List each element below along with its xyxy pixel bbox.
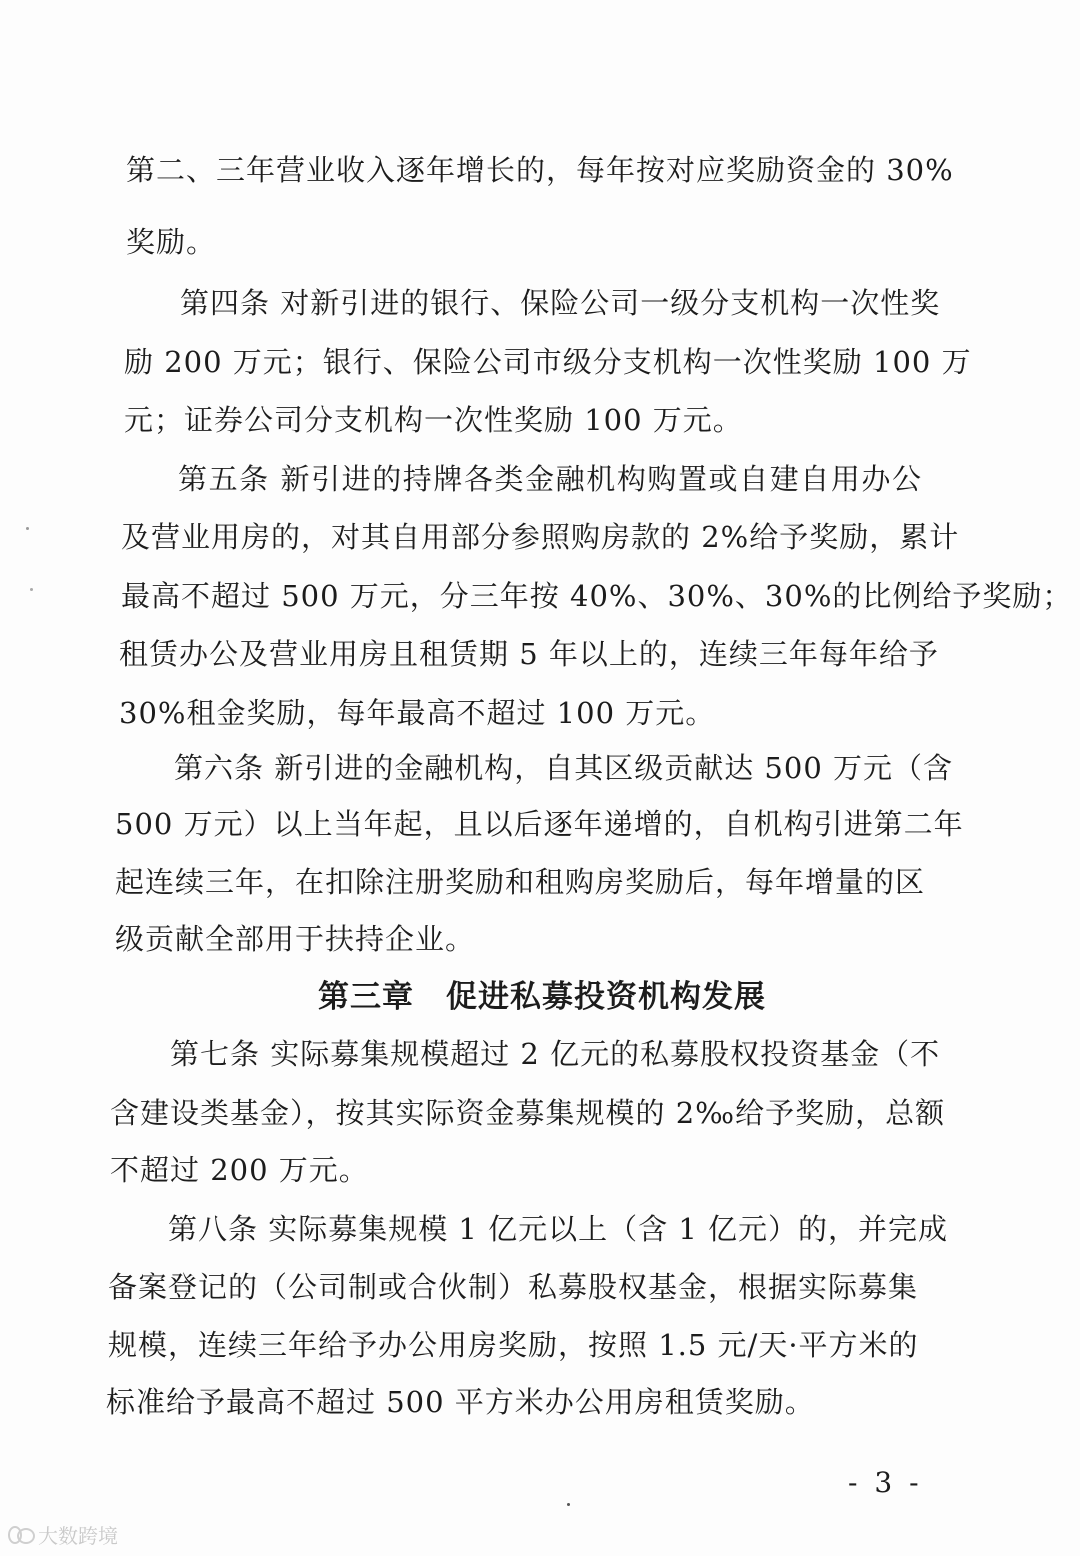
paragraph-line: 租赁办公及营业用房且租赁期 5 年以上的，连续三年每年给予 [119, 637, 939, 671]
scan-speck [567, 1503, 570, 1506]
paragraph-line: 不超过 200 万元。 [110, 1153, 369, 1187]
paragraph-line: 奖励。 [126, 225, 217, 259]
paragraph-line: 含建设类基金），按其实际资金募集规模的 2‰给予奖励，总额 [110, 1096, 946, 1130]
paragraph-line: 30%租金奖励，每年最高不超过 100 万元。 [119, 696, 716, 730]
page-number: - 3 - [848, 1466, 923, 1499]
paragraph-line: 励 200 万元；银行、保险公司市级分支机构一次性奖励 100 万 [124, 345, 972, 379]
paragraph-line: 级贡献全部用于扶持企业。 [115, 922, 476, 956]
paragraph-line: 备案登记的（公司制或合伙制）私募股权基金，根据实际募集 [108, 1270, 919, 1304]
paragraph-line: 标准给予最高不超过 500 平方米办公用房租赁奖励。 [106, 1385, 815, 1419]
scan-speck [30, 588, 33, 591]
watermark-text: 大数跨境 [38, 1524, 118, 1548]
chapter-heading: 第三章 促进私募投资机构发展 [318, 979, 766, 1015]
scan-speck [26, 527, 29, 530]
paragraph-line: 第二、三年营业收入逐年增长的，每年按对应奖励资金的 30% [126, 153, 954, 187]
paragraph-line: 规模，连续三年给予办公用房奖励，按照 1.5 元/天·平方米的 [108, 1328, 919, 1362]
paragraph-line: 第七条 实际募集规模超过 2 亿元的私募股权投资基金（不 [170, 1037, 941, 1071]
paragraph-line: 第四条 对新引进的银行、保险公司一级分支机构一次性奖 [180, 286, 941, 320]
paragraph-line: 元；证券公司分支机构一次性奖励 100 万元。 [124, 403, 743, 437]
watermark [8, 1520, 118, 1549]
paragraph-line: 及营业用房的，对其自用部分参照购房款的 2%给予奖励，累计 [121, 520, 960, 554]
paragraph-line: 500 万元）以上当年起，且以后逐年递增的，自机构引进第二年 [115, 807, 964, 841]
paragraph-line: 第六条 新引进的金融机构，自其区级贡献达 500 万元（含 [174, 751, 954, 785]
paragraph-line: 第五条 新引进的持牌各类金融机构购置或自建自用办公 [178, 462, 922, 496]
paragraph-line: 最高不超过 500 万元，分三年按 40%、30%、30%的比例给予奖励； [121, 579, 1073, 613]
watermark-logo-icon [8, 1524, 34, 1546]
paragraph-line: 第八条 实际募集规模 1 亿元以上（含 1 亿元）的，并完成 [168, 1212, 948, 1246]
paragraph-line: 起连续三年，在扣除注册奖励和租购房奖励后，每年增量的区 [115, 865, 926, 899]
